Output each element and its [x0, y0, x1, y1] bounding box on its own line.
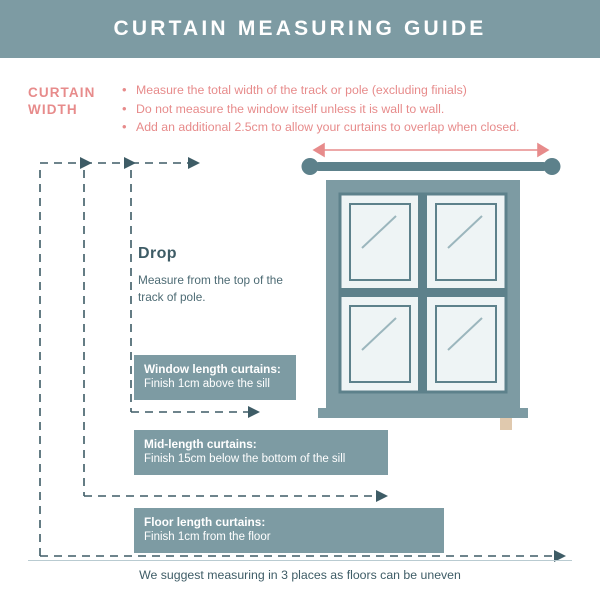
- pole-finial-right: [544, 158, 561, 175]
- callout-mid-length: [134, 430, 388, 475]
- callout-title: Window length curtains:: [144, 362, 281, 376]
- callout-subtitle: Finish 15cm below the bottom of the sill: [144, 453, 346, 465]
- window-sill: [318, 408, 528, 418]
- footer-divider: [28, 560, 572, 561]
- callout-subtitle: Finish 1cm from the floor: [144, 531, 271, 543]
- bullet-item: • Do not measure the window itself unless it is wall to wall.: [122, 100, 582, 119]
- arrow-head-icon: [314, 144, 324, 156]
- callout-floor-length: [134, 508, 444, 553]
- drop-heading: Drop: [138, 245, 177, 262]
- arrow-head-icon: [124, 157, 136, 169]
- callout-window-length: [134, 355, 296, 400]
- arrow-head-icon: [248, 406, 260, 418]
- curtain-width-arrow: [314, 144, 548, 156]
- callout-title: Floor length curtains:: [144, 515, 266, 529]
- window-illustration: [300, 140, 590, 430]
- curtain-width-label-line1: CURTAIN: [28, 85, 96, 100]
- bullet-item: • Measure the total width of the track or pole (excluding finials): [122, 81, 582, 100]
- arrow-head-icon: [538, 144, 548, 156]
- window-transom: [340, 288, 506, 297]
- footer-note: We suggest measuring in 3 places as floors can be uneven: [139, 568, 461, 582]
- sill-support: [500, 418, 512, 430]
- curtain-width-label-line2: WIDTH: [28, 102, 78, 117]
- arrow-head-icon: [376, 490, 388, 502]
- pole-finial-left: [302, 158, 319, 175]
- arrow-head-icon: [80, 157, 92, 169]
- page-title: CURTAIN MEASURING GUIDE: [113, 17, 487, 40]
- curtain-pole: [302, 158, 561, 175]
- callout-subtitle: Finish 1cm above the sill: [144, 378, 270, 390]
- callout-title: Mid-length curtains:: [144, 437, 257, 451]
- arrow-head-icon: [188, 157, 200, 169]
- bullet-item: • Add an additional 2.5cm to allow your curtains to overlap when closed.: [122, 118, 582, 137]
- drop-description: Measure from the top of the track of pole.: [138, 273, 283, 304]
